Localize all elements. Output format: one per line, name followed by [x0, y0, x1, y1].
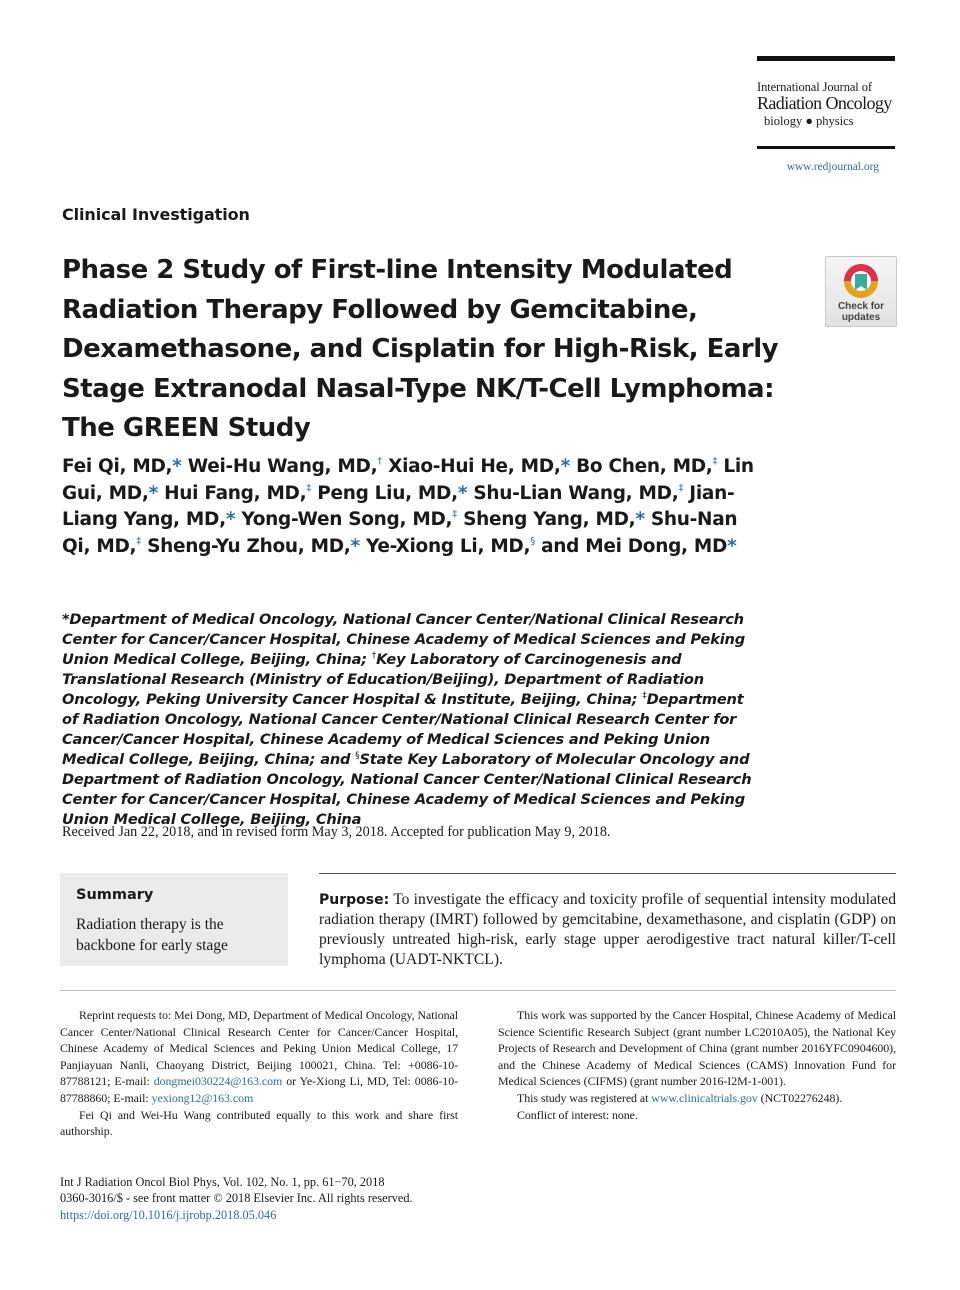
journal-name-line1: International Journal of: [757, 80, 872, 94]
affiliation-1: *Department of Medical Oncology, National Cancer Center/National Clinical Research Center for Cancer/Cancer Hospital, Chinese Academy of Medical Sciences and Peking Union Medical College, Beijing, China;: [62, 611, 745, 668]
author-affiliation-mark: *: [225, 509, 236, 530]
citation-journal: Int J Radiation Oncol Biol Phys, Vol. 102, No. 1, pp. 61−70, 2018: [60, 1175, 385, 1189]
reprint-footnote: [60, 1007, 458, 1107]
author-name: Fei Qi, MD,: [62, 456, 173, 477]
author-name: Ye-Xiong Li, MD,: [366, 535, 531, 557]
journal-logo: [757, 81, 907, 128]
citation-block: [60, 1174, 560, 1223]
author-affiliation-mark: ‡: [712, 456, 718, 467]
badge-label-line2: updates: [841, 311, 881, 323]
affiliation-3: Department of Radiation Oncology, National Cancer Center/National Clinical Research Center for Cancer/Cancer Hospital, Chinese Academy of Medical Sciences and Peking Union Medical College, Beijing, China; and: [62, 691, 744, 768]
journal-name-line3: biology ● physics: [764, 114, 854, 129]
author-name: Shu-Lian Wang, MD,: [473, 482, 679, 504]
author-name: Jian-Liang Yang, MD,: [62, 482, 735, 530]
affiliation-mark-section: §: [355, 751, 360, 761]
affiliation-4: State Key Laboratory of Molecular Oncology and Department of Radiation Oncology, National Cancer Center/National Clinical Research Center for Cancer/Cancer Hospital, Chinese Academy of Medical Sciences and Peking Union Medical College, Beijing, China: [62, 751, 752, 828]
journal-top-rule: [757, 56, 895, 61]
funding-footnote: This work was supported by the Cancer Hospital, Chinese Academy of Medical Science Scientific Research Subject (grant number LC2010A05), the National Key Projects of Research and Development of China (grant number 2016YFC0904600), and the Chinese Academy of Medical Sciences (CAMS) Innovation Fund for Medical Sciences (CIFMS) (grant number 2016-I2M-1-001).: [498, 1008, 896, 1089]
author-affiliation-mark: ‡: [678, 482, 684, 494]
author-name: Sheng Yang, MD,: [463, 509, 636, 530]
purpose-text: To investigate the efficacy and toxicity profile of sequential intensity modulated radiation therapy (IMRT) followed by gemcitabine, dexamethasone, and cisplatin (GDP) on previously untreated high-risk, early stage upper aerodigestive tract natural killer/T-cell lymphoma (UADT-NKTCL).: [319, 891, 896, 968]
abstract-rule: [319, 873, 896, 874]
email-link-yexiong[interactable]: yexiong12@163.com: [151, 1090, 254, 1105]
registration-id: (NCT02276248).: [757, 1090, 843, 1105]
affiliations: [62, 610, 762, 830]
footnote-rule: [60, 990, 896, 991]
author-affiliation-mark: *: [350, 535, 360, 557]
summary-text: Radiation therapy is the backbone for early stage: [76, 916, 228, 954]
article-title: Phase 2 Study of First-line Intensity Modulated Radiation Therapy Followed by Gemcitabine, Dexamethasone, and Cisplatin for High-Risk, Early Stage Extranodal Nasal-Type NK/T-Cell Lymphoma: The GREEN Study: [62, 255, 779, 443]
author-name: Yong-Wen Song, MD,: [241, 509, 453, 530]
reprint-text: Reprint requests to: Mei Dong, MD, Department of Medical Oncology, National Cancer Center/National Clinical Research Center for Cancer/Cancer Hospital, Chinese Academy of Medical Sciences and Peking Union Medical College, 17 Panjiayuan Nanli, Chaoyang District, Beijing 100021, China. Tel: +0086-10-87788121; E-mail:: [60, 1008, 458, 1089]
author-name: Hui Fang, MD,: [164, 482, 307, 504]
author-name: Bo Chen, MD,: [576, 456, 713, 477]
author-affiliation-mark: §: [530, 535, 535, 547]
author-affiliation-mark: *: [635, 509, 645, 530]
section-label: Clinical Investigation: [62, 205, 250, 224]
author-name: Wei-Hu Wang, MD,: [187, 456, 378, 477]
doi-link[interactable]: https://doi.org/10.1016/j.ijrobp.2018.05.046: [60, 1207, 277, 1222]
crossmark-icon: [842, 262, 880, 300]
author-name: Shu-Nan Qi, MD,: [62, 509, 738, 557]
check-for-updates-button[interactable]: [825, 256, 897, 327]
footnotes-left: [60, 1007, 458, 1140]
author-affiliation-mark: †: [377, 456, 382, 467]
registration-footnote: [498, 1090, 896, 1107]
citation-copyright: 0360-3016/$ - see front matter © 2018 Elsevier Inc. All rights reserved.: [60, 1191, 413, 1206]
author-list: [62, 454, 762, 560]
abstract-purpose: [319, 890, 896, 970]
author-name: Lin Gui, MD,: [62, 456, 754, 504]
author-affiliation-mark: ‡: [136, 535, 141, 547]
author-affiliation-mark: *: [560, 456, 570, 477]
journal-url-link[interactable]: www.redjournal.org: [786, 161, 879, 173]
email-link-dongmei[interactable]: dongmei030224@163.com: [153, 1074, 283, 1089]
author-name: Xiao-Hui He, MD,: [388, 456, 561, 477]
conflict-footnote: Conflict of interest: none.: [517, 1107, 638, 1122]
purpose-label: Purpose:: [319, 892, 390, 908]
author-name: Peng Liu, MD,: [317, 482, 458, 504]
journal-name-line2: Radiation Oncology: [757, 93, 892, 114]
badge-label-line1: Check for: [837, 301, 885, 312]
reprint-text-2: or Ye-Xiong Li, MD, Tel: 0086-10-87788860; E-mail:: [60, 1074, 458, 1105]
summary-heading: Summary: [76, 887, 154, 903]
author-affiliation-mark: ‡: [306, 482, 312, 494]
equal-contribution-footnote: Fei Qi and Wei-Hu Wang contributed equally to this work and share first authorship.: [60, 1107, 458, 1139]
footnotes-right: [498, 1007, 896, 1123]
author-name: and Mei Dong, MD: [541, 535, 728, 557]
affiliation-2: Key Laboratory of Carcinogenesis and Translational Research (Ministry of Education/Beijing), Department of Radiation Oncology, Peking University Cancer Hospital & Institute, Beijing, China;: [62, 651, 704, 708]
author-affiliation-mark: ‡: [452, 509, 457, 520]
affiliation-mark-double-dagger: ‡: [642, 691, 647, 701]
registration-text: This study was registered at: [517, 1090, 652, 1105]
author-name: Sheng-Yu Zhou, MD,: [147, 535, 351, 557]
affiliation-mark-dagger: †: [371, 651, 377, 661]
author-affiliation-mark: *: [172, 456, 182, 477]
clinicaltrials-link[interactable]: www.clinicaltrials.gov: [651, 1090, 758, 1105]
author-affiliation-mark: *: [148, 482, 158, 504]
journal-bottom-rule: [757, 146, 895, 149]
author-affiliation-mark: *: [727, 535, 737, 557]
author-affiliation-mark: *: [457, 482, 468, 504]
received-dates: Received Jan 22, 2018, and in revised form May 3, 2018. Accepted for publication May 9, 2018.: [62, 824, 611, 840]
